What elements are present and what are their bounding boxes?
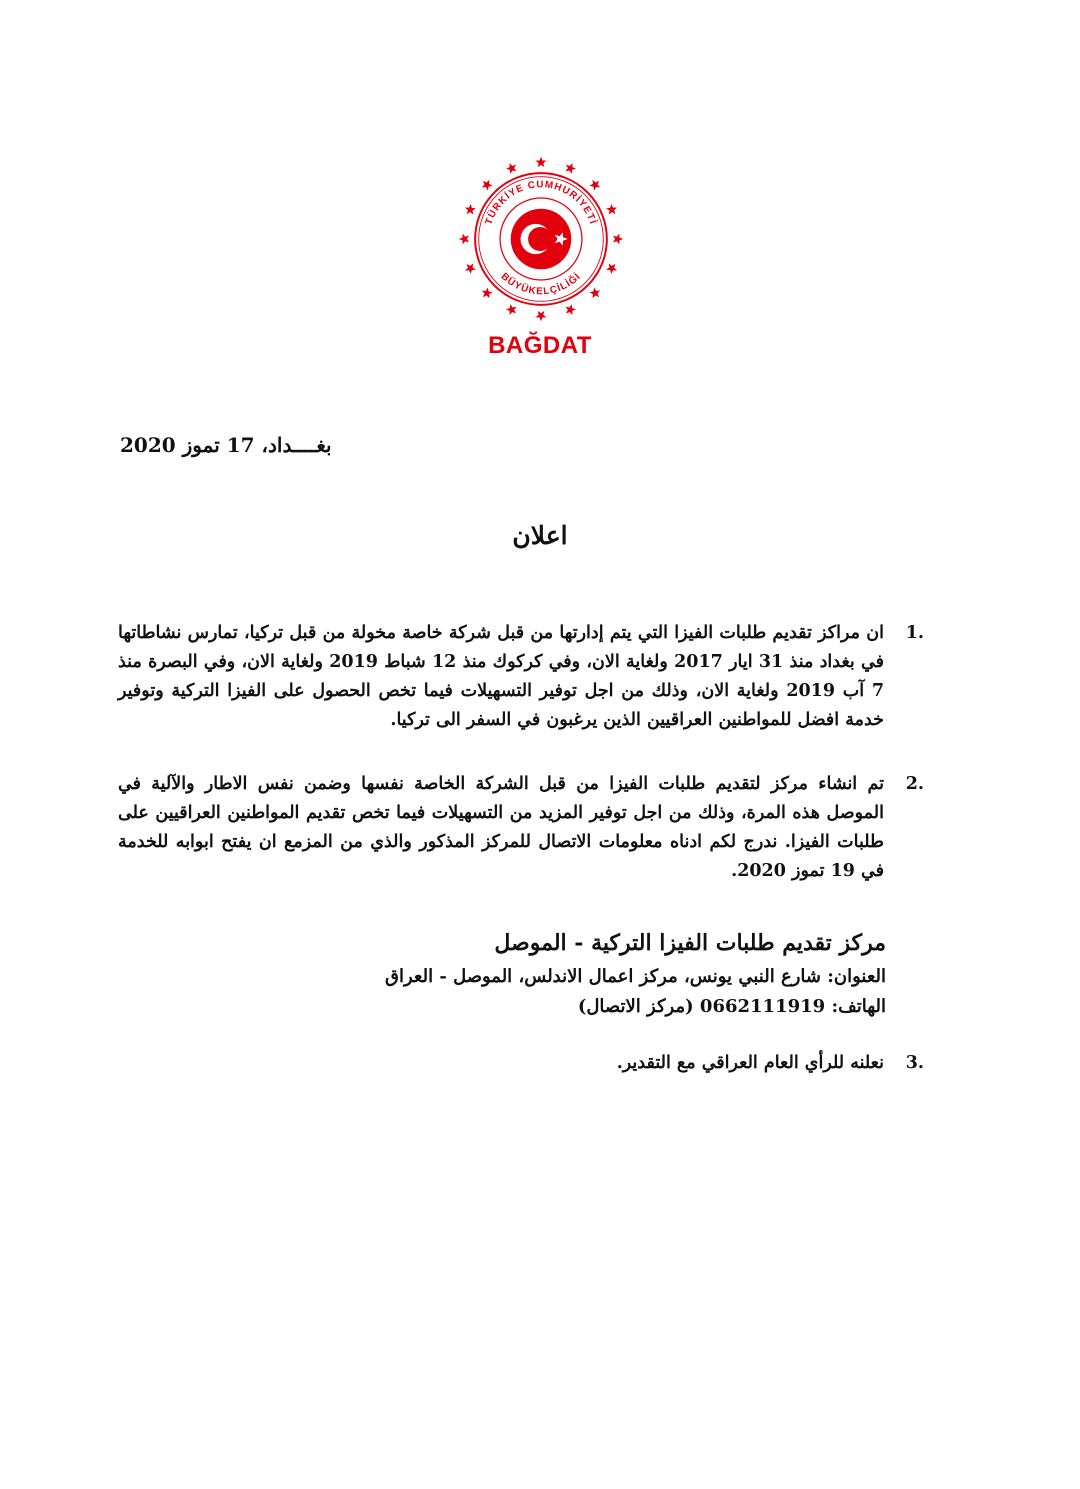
crescent-star-icon bbox=[511, 209, 572, 270]
document-date: بغــــداد، 17 تموز 2020 bbox=[120, 433, 332, 457]
seal-star-icon bbox=[565, 163, 576, 174]
seal-star-icon bbox=[465, 204, 476, 215]
list-item-text: ان مراكز تقديم طلبات الفيزا التي يتم إدارتها من قبل شركة خاصة مخولة من قبل تركيا، تمارس نشاطاتها في بغداد منذ 31 ايار 2017 ولغاية الان، وفي كركوك منذ 12 شباط 2019 ولغاية الان، وفي البصرة منذ 7 آب 2019 ولغاية الان، وذلك من اجل توفير التسهيلات فيما تخص الحصول على الفيزا التركية وتوفير خدمة افضل للمواطنين العراقيين الذين يرغبون في السفر الى تركيا. bbox=[118, 623, 884, 730]
seal-star-icon bbox=[465, 263, 476, 274]
seal-star-icon bbox=[589, 287, 600, 298]
seal-star-icon bbox=[606, 204, 617, 215]
visa-center-phone: الهاتف: 0662111919 (مركز الاتصال) bbox=[577, 996, 886, 1017]
list-item-number: 3. bbox=[905, 1053, 924, 1073]
seal-ring-text-bottom: BÜYÜKELÇİLİĞİ bbox=[498, 270, 584, 298]
embassy-seal bbox=[452, 150, 630, 328]
list-item bbox=[118, 619, 924, 735]
seal-star-icon bbox=[506, 304, 517, 315]
seal-star-icon bbox=[589, 180, 600, 191]
list-item bbox=[118, 770, 924, 886]
seal-star-icon bbox=[506, 163, 517, 174]
list-item-number: 1. bbox=[905, 623, 924, 643]
list-item-text: نعلنه للرأي العام العراقي مع التقدير. bbox=[616, 1053, 884, 1073]
seal-star-icon bbox=[606, 263, 617, 274]
page-title: اعلان bbox=[512, 521, 568, 550]
seal-ring-text-top: TÜRKİYE CUMHURİYETİ bbox=[483, 179, 599, 227]
list-item bbox=[118, 1049, 924, 1078]
seal-star-icon bbox=[613, 233, 623, 244]
seal-star-icon bbox=[482, 180, 493, 191]
visa-center-address: العنوان: شارع النبي يونس، مركز اعمال الاندلس، الموصل - العراق bbox=[385, 966, 886, 987]
visa-center-title: مركز تقديم طلبات الفيزا التركية - الموصل bbox=[494, 930, 886, 956]
seal-city-name: BAĞDAT bbox=[488, 332, 592, 359]
list-item-text: تم انشاء مركز لتقديم طلبات الفيزا من قبل الشركة الخاصة نفسها وضمن نفس الاطار والآلية في الموصل هذه المرة، وذلك من اجل توفير المزيد من التسهيلات فيما تخص تقديم المواطنين العراقيين على طلبات الفيزا. ندرج لكم ادناه معلومات الاتصال للمركز المذكور والذي من المزمع ان يفتح ابوابه للخدمة في 19 تموز 2020. bbox=[118, 774, 884, 881]
seal-star-icon bbox=[482, 287, 493, 298]
seal-star-icon bbox=[535, 157, 546, 167]
visa-center-info bbox=[250, 926, 886, 1022]
seal-star-icon bbox=[535, 311, 546, 321]
seal-star-icon bbox=[565, 304, 576, 315]
list-item-number: 2. bbox=[905, 774, 924, 794]
seal-star-icon bbox=[459, 233, 469, 244]
